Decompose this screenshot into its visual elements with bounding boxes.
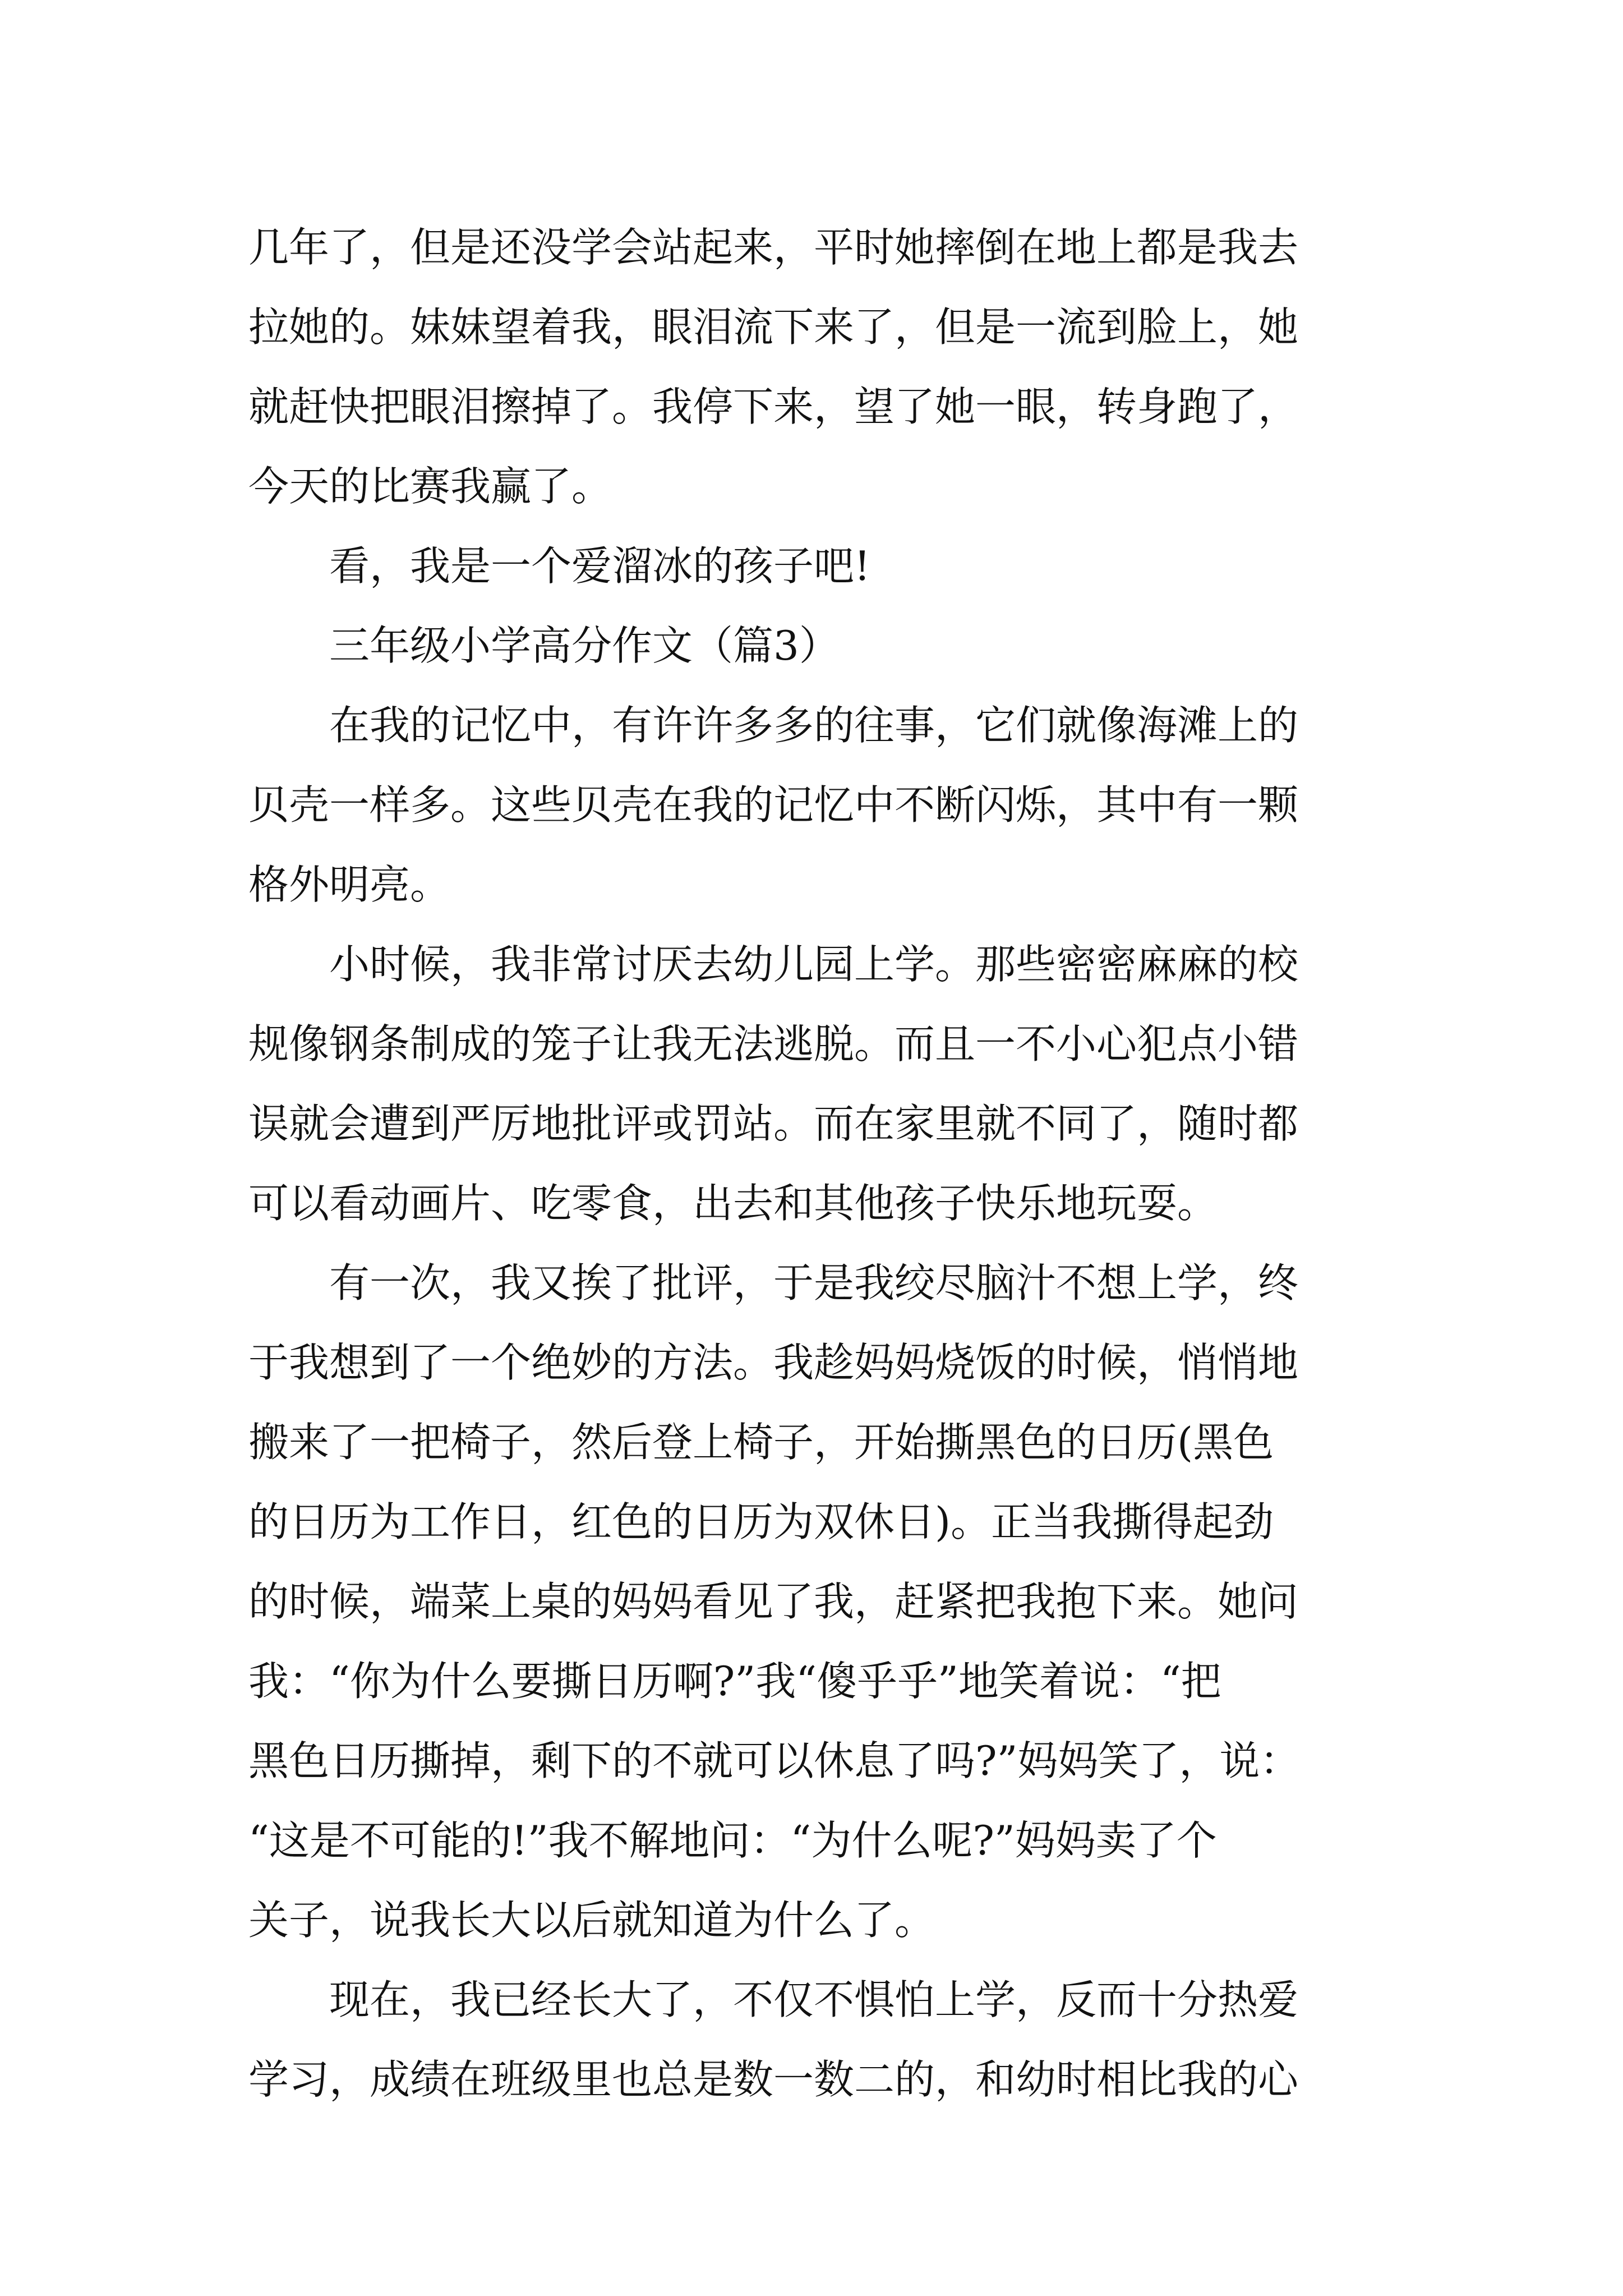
text-line: 可以看动画片、吃零食，出去和其他孩子快乐地玩耍。 bbox=[248, 1180, 1218, 1227]
text-line: “这是不可能的!”我不解地问：“为什么呢?”妈妈卖了个 bbox=[248, 1817, 1217, 1864]
text-line: 几年了，但是还没学会站起来，平时她摔倒在地上都是我去 bbox=[248, 224, 1299, 271]
text-line: 规像钢条制成的笼子让我无法逃脱。而且一不小心犯点小错 bbox=[248, 1020, 1299, 1068]
text-line: 三年级小学高分作文（篇3） bbox=[329, 622, 840, 669]
text-line: 的时候，端菜上桌的妈妈看见了我，赶紧把我抱下来。她问 bbox=[248, 1578, 1299, 1625]
text-line: 格外明亮。 bbox=[248, 861, 451, 908]
text-line: 贝壳一样多。这些贝壳在我的记忆中不断闪烁，其中有一颗 bbox=[248, 781, 1299, 829]
text-line: 小时候，我非常讨厌去幼儿园上学。那些密密麻麻的校 bbox=[329, 941, 1299, 988]
text-line: 就赶快把眼泪擦掉了。我停下来，望了她一眼，转身跑了， bbox=[248, 383, 1299, 430]
text-line: 黑色日历撕掉，剩下的不就可以休息了吗?”妈妈笑了，说： bbox=[248, 1737, 1301, 1784]
text-line: 看，我是一个爱溜冰的孩子吧! bbox=[329, 542, 870, 590]
text-line: 有一次，我又挨了批评，于是我绞尽脑汁不想上学，终 bbox=[329, 1259, 1299, 1306]
text-line: 在我的记忆中，有许许多多的往事，它们就像海滩上的 bbox=[329, 702, 1299, 749]
text-line: 于我想到了一个绝妙的方法。我趁妈妈烧饭的时候，悄悄地 bbox=[248, 1339, 1299, 1386]
text-line: 拉她的。妹妹望着我，眼泪流下来了，但是一流到脸上，她 bbox=[248, 303, 1299, 351]
text-line: 的日历为工作日，红色的日历为双休日)。正当我撕得起劲 bbox=[248, 1498, 1274, 1545]
text-line: 现在，我已经长大了，不仅不惧怕上学，反而十分热爱 bbox=[329, 1976, 1299, 2023]
text-line: 关子，说我长大以后就知道为什么了。 bbox=[248, 1897, 935, 1944]
text-line: 学习，成绩在班级里也总是数一数二的，和幼时相比我的心 bbox=[248, 2056, 1299, 2103]
essay-body bbox=[248, 208, 1378, 2119]
text-line: 搬来了一把椅子，然后登上椅子，开始撕黑色的日历(黑色 bbox=[248, 1419, 1274, 1466]
text-line: 今天的比赛我赢了。 bbox=[248, 463, 612, 510]
text-line: 误就会遭到严厉地批评或罚站。而在家里就不同了，随时都 bbox=[248, 1100, 1299, 1147]
text-line: 我：“你为什么要撕日历啊?”我“傻乎乎”地笑着说：“把 bbox=[248, 1658, 1221, 1705]
